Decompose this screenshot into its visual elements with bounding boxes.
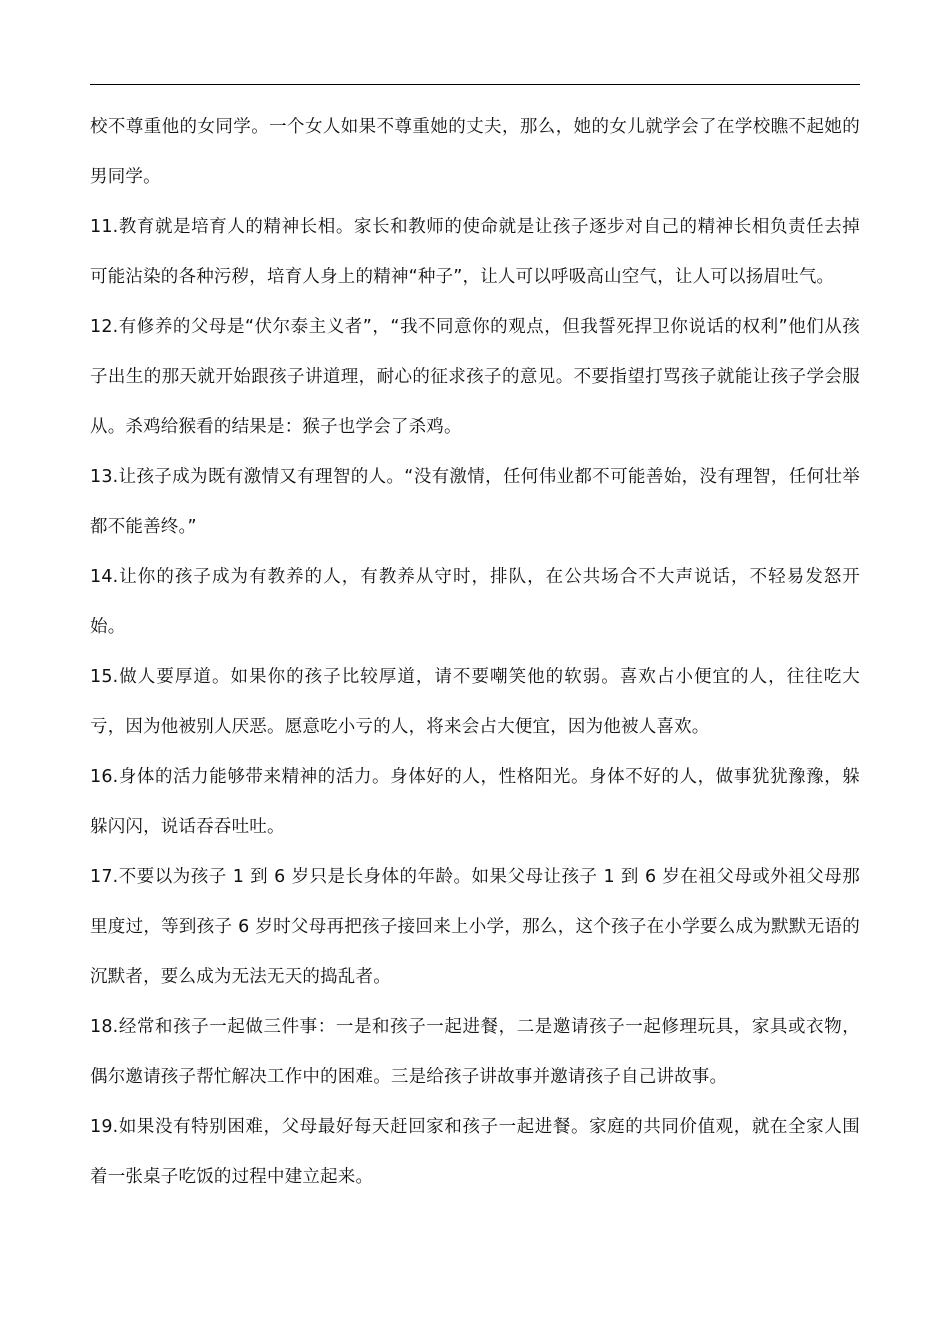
paragraph-18: 18.经常和孩子一起做三件事：一是和孩子一起进餐，二是邀请孩子一起修理玩具，家具或衣物，偶尔邀请孩子帮忙解决工作中的困难。三是给孩子讲故事并邀请孩子自己讲故事。: [90, 1017, 860, 1087]
document-body: [90, 102, 860, 1202]
paragraph-13: 13.让孩子成为既有激情又有理智的人。“没有激情，任何伟业都不可能善始，没有理智，任何壮举都不能善终。”: [90, 467, 860, 537]
paragraph-11: 11.教育就是培育人的精神长相。家长和教师的使命就是让孩子逐步对自己的精神长相负责任去掉可能沾染的各种污秽，培育人身上的精神“种子”，让人可以呼吸高山空气，让人可以扬眉吐气。: [90, 217, 860, 287]
paragraph-19: 19.如果没有特别困难，父母最好每天赶回家和孩子一起进餐。家庭的共同价值观，就在全家人围着一张桌子吃饭的过程中建立起来。: [90, 1117, 860, 1187]
paragraph-12: 12.有修养的父母是“伏尔泰主义者”，“我不同意你的观点，但我誓死捍卫你说话的权利”他们从孩子出生的那天就开始跟孩子讲道理，耐心的征求孩子的意见。不要指望打骂孩子就能让孩子学会服从。杀鸡给猴看的结果是：猴子也学会了杀鸡。: [90, 317, 860, 437]
paragraph-17: 17.不要以为孩子 1 到 6 岁只是长身体的年龄。如果父母让孩子 1 到 6 岁在祖父母或外祖父母那里度过，等到孩子 6 岁时父母再把孩子接回来上小学，那么，这个孩子在小学要么成为默默无语的沉默者，要么成为无法无天的捣乱者。: [90, 867, 860, 987]
paragraph-continued: 校不尊重他的女同学。一个女人如果不尊重她的丈夫，那么，她的女儿就学会了在学校瞧不起她的男同学。: [90, 117, 860, 187]
paragraph-16: 16.身体的活力能够带来精神的活力。身体好的人，性格阳光。身体不好的人，做事犹犹豫豫，躲躲闪闪，说话吞吞吐吐。: [90, 767, 860, 837]
paragraph-14: 14.让你的孩子成为有教养的人，有教养从守时，排队，在公共场合不大声说话，不轻易发怒开始。: [90, 567, 860, 637]
paragraph-15: 15.做人要厚道。如果你的孩子比较厚道，请不要嘲笑他的软弱。喜欢占小便宜的人，往往吃大亏，因为他被别人厌恶。愿意吃小亏的人，将来会占大便宜，因为他被人喜欢。: [90, 667, 860, 737]
header-rule: [90, 84, 860, 85]
